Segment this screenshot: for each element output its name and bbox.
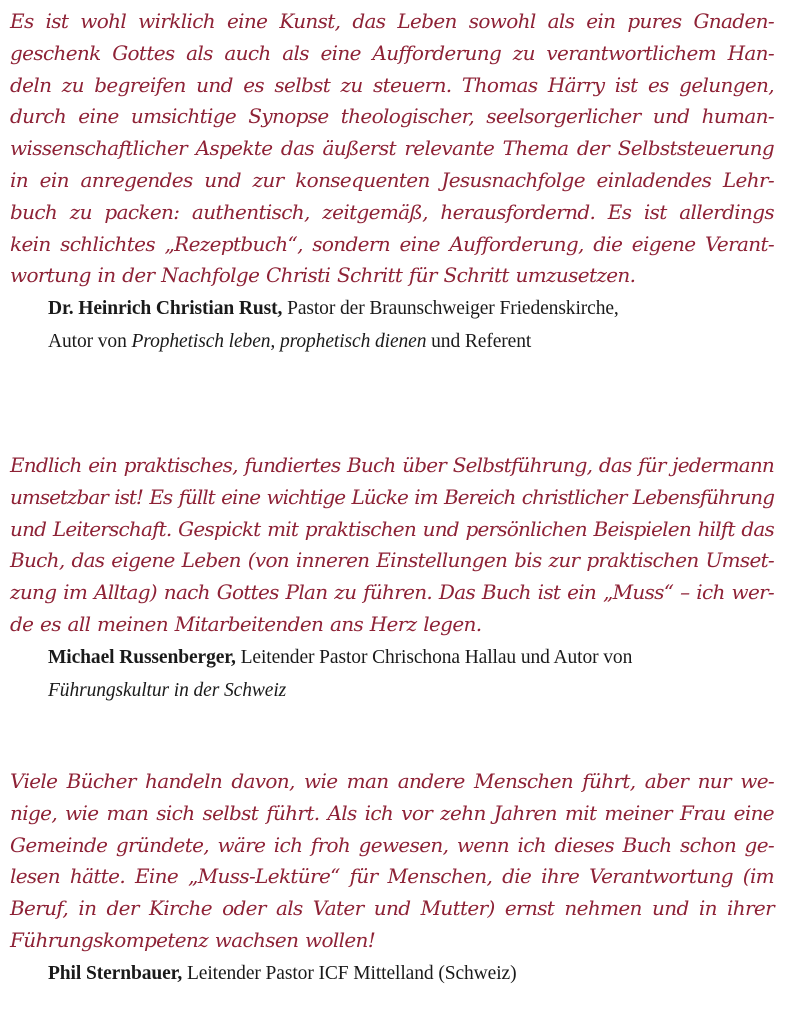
attribution-line [48,325,774,358]
testimonial-quote [10,6,774,292]
quote-line: buch zu packen: authentisch, zeitgemäß, herausfordernd. Es ist allerdings [10,199,774,224]
testimonial-rust [10,6,774,358]
quote-line: zung im Alltag) nach Gottes Plan zu führen. Das Buch ist ein „Muss“ – ich wer- [10,580,774,605]
quote-line: durch eine umsichtige Synopse theologischer, seelsorgerlicher und human- [10,104,774,129]
quote-line: lesen hätte. Eine „Muss-Lektüre“ für Menschen, die ihre Verantwortung (im [10,864,774,889]
quote-line: Führungskompetenz wachsen wollen! [10,927,376,952]
quote-line: in ein anregendes und zur konsequenten Jesusnachfolge einladendes Lehr- [10,167,774,192]
quote-line: Es ist wohl wirklich eine Kunst, das Leben sowohl als ein pures Gnaden- [10,9,774,33]
author-name: Phil Sternbauer, [48,962,183,984]
quote-line: Buch, das eigene Leben (von inneren Einstellungen bis zur praktischen Umset- [10,548,774,573]
attribution-line [48,674,774,707]
quote-line: Gemeinde gründete, wäre ich froh gewesen, wenn ich dieses Buch schon ge- [10,832,774,857]
quote-line: nige, wie man sich selbst führt. Als ich vor zehn Jahren mit meiner Frau eine [10,800,774,825]
book-title: Prophetisch leben, prophetisch dienen [131,331,427,353]
quote-line: wortung in der Nachfolge Christi Schritt für Schritt umzusetzen. [10,263,636,288]
attribution-line [48,957,774,990]
book-title: Führungskultur in der Schweiz [48,679,287,701]
attribution-line [48,292,774,325]
quote-line: kein schlichtes „Rezeptbuch“, sondern eine Aufforderung, die eigene Verant- [10,231,774,256]
testimonial-attribution [10,641,774,707]
quote-line: und Leiterschaft. Gespickt mit praktischen und persönlichen Beispielen hilft das [10,516,774,541]
author-role: Leitender Pastor ICF Mittelland (Schweiz) [182,962,517,984]
testimonial-quote [10,766,774,957]
quote-line: Beruf, in der Kirche oder als Vater und Mutter) ernst nehmen und in ihrer [10,896,774,921]
quote-line: Endlich ein praktisches, fundiertes Buch über Selbstführung, das für jedermann [10,453,774,477]
quote-line: Viele Bücher handeln davon, wie man andere Menschen führt, aber nur we- [10,769,774,793]
testimonial-attribution [10,957,774,990]
quote-line: deln zu begreifen und es selbst zu steuern. Thomas Härry ist es gelungen, [10,72,774,97]
quote-line: de es all meinen Mitarbeitenden ans Herz legen. [10,611,482,636]
quote-line: wissenschaftlicher Aspekte das äußerst relevante Thema der Selbststeuerung [10,136,774,161]
author-role: Leitender Pastor Chrischona Hallau und Autor von [235,646,633,668]
author-role: Pastor der Braunschweiger Friedenskirche, [282,298,619,320]
author-name: Michael Russenberger, [48,646,236,668]
quote-line: geschenk Gottes als auch als eine Aufforderung zu verantwortlichem Han- [10,40,774,65]
testimonial-attribution [10,292,774,358]
testimonial-quote [10,450,774,641]
author-role-prefix: Autor von [48,331,132,353]
author-role-suffix: und Referent [426,331,532,353]
author-name: Dr. Heinrich Christian Rust, [48,298,283,320]
testimonial-russenberger [10,450,774,707]
attribution-line [48,641,774,674]
testimonial-sternbauer [10,766,774,990]
quote-line: umsetzbar ist! Es füllt eine wichtige Lücke im Bereich christlicher Lebensführung [10,484,774,509]
